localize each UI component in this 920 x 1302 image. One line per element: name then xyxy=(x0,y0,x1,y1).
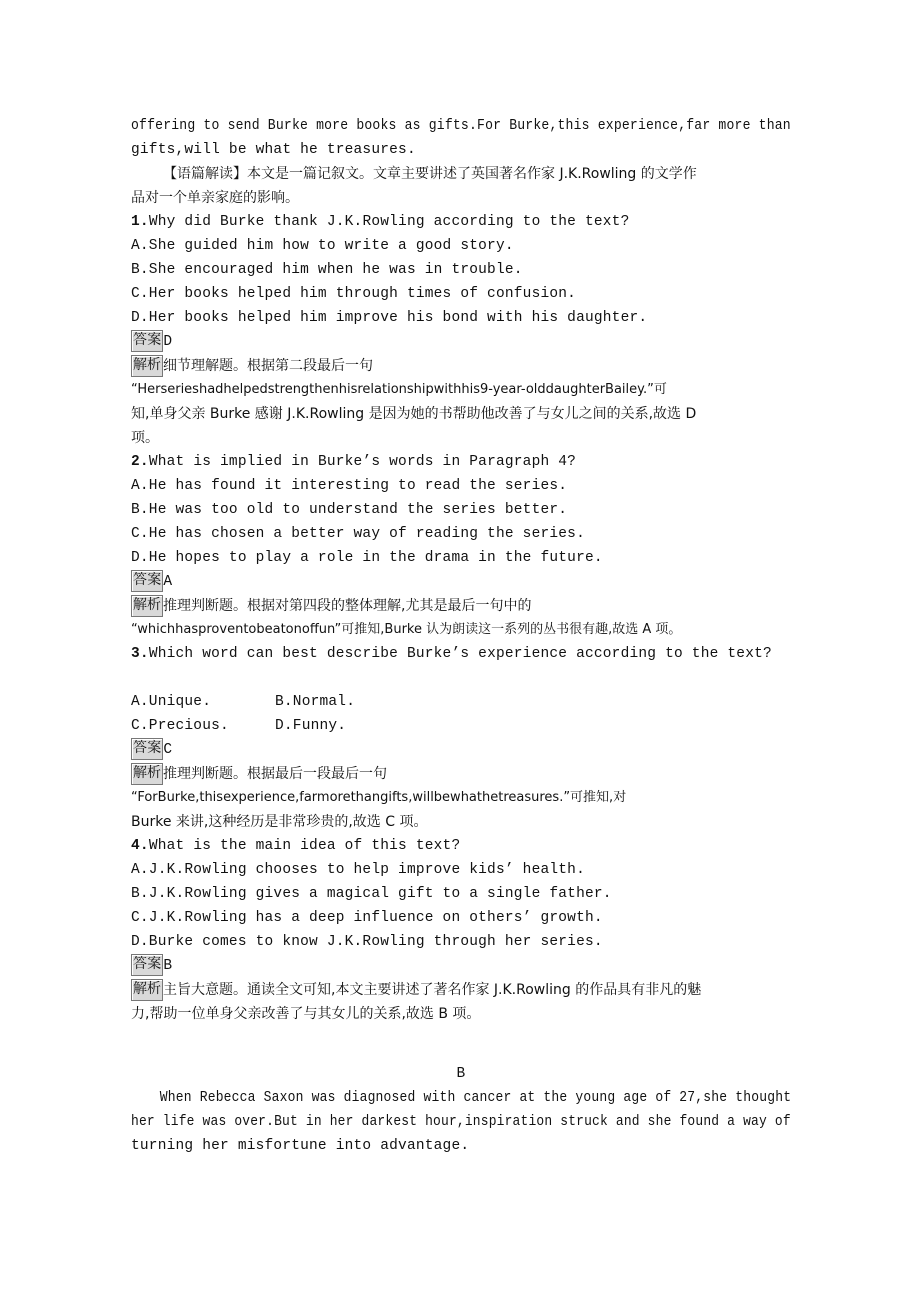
answer-row xyxy=(131,954,791,978)
answer-value: B xyxy=(163,958,173,974)
analysis-text: 知,单身父亲 Burke 感谢 J.K.Rowling 是因为她的书帮助他改善了与女儿之间的关系,故选 D xyxy=(131,406,697,422)
option: C.Her books helped him through times of confusion. xyxy=(131,286,577,302)
section-heading: B xyxy=(456,1066,466,1082)
answer-value: C xyxy=(163,742,173,758)
analysis-text: “ForBurke,thisexperience,farmorethangifts,willbewhathetreasures.”可推知,对 xyxy=(131,790,627,805)
passage-text: When Rebecca Saxon was diagnosed with cancer at the young age of 27,she thought xyxy=(159,1090,792,1106)
document-page xyxy=(131,114,791,1158)
reading-note: 【语篇解读】本文是一篇记叙文。文章主要讲述了英国著名作家 J.K.Rowling 的文学作 xyxy=(163,166,697,182)
question-stem: 1.Why did Burke thank J.K.Rowling according to the text? xyxy=(131,214,630,230)
question-stem: 3.Which word can best describe Burke’s experience according to the text? xyxy=(131,646,772,662)
option: B.She encouraged him when he was in trouble. xyxy=(131,262,523,278)
answer-label: 答案 xyxy=(131,954,163,976)
option-row xyxy=(131,714,791,738)
option-row xyxy=(131,690,791,714)
option: D.Burke comes to know J.K.Rowling through her series. xyxy=(131,934,603,950)
answer-value: D xyxy=(163,334,173,350)
analysis-row: 解析 推理判断题。根据对第四段的整体理解,尤其是最后一句中的 xyxy=(131,594,791,618)
analysis-row: 解析 细节理解题。根据第二段最后一句 xyxy=(131,354,791,378)
option: A.He has found it interesting to read the series. xyxy=(131,478,568,494)
analysis-label: 解析 xyxy=(131,355,163,377)
option: C.J.K.Rowling has a deep influence on others’ growth. xyxy=(131,910,603,926)
question-stem: 2.What is implied in Burke’s words in Paragraph 4? xyxy=(131,454,577,470)
passage-text: offering to send Burke more books as gifts.For Burke,this experience,far more than xyxy=(131,118,791,134)
option: D.Her books helped him improve his bond with his daughter. xyxy=(131,310,648,326)
answer-value: A xyxy=(163,574,173,590)
blank-line xyxy=(131,666,791,690)
analysis-row: 解析 推理判断题。根据最后一段最后一句 xyxy=(131,762,791,786)
section-gap xyxy=(131,1026,791,1062)
option: A.J.K.Rowling chooses to help improve kids’ health. xyxy=(131,862,585,878)
passage-text: her life was over.But in her darkest hour,inspiration struck and she found a way of xyxy=(131,1114,791,1130)
question-stem: 4.What is the main idea of this text? xyxy=(131,838,461,854)
answer-label: 答案 xyxy=(131,330,163,352)
option: A.She guided him how to write a good story. xyxy=(131,238,514,254)
analysis-label: 解析 xyxy=(131,979,163,1001)
option: D.Funny. xyxy=(275,718,347,734)
option: B.J.K.Rowling gives a magical gift to a single father. xyxy=(131,886,612,902)
analysis-text: “whichhasproventobeatonoffun”可推知,Burke 认为朗读这一系列的丛书很有趣,故选 A 项。 xyxy=(131,622,682,637)
analysis-label: 解析 xyxy=(131,763,163,785)
analysis-text: 项。 xyxy=(131,430,159,446)
option: B.Normal. xyxy=(275,694,356,710)
option: D.He hopes to play a role in the drama in the future. xyxy=(131,550,603,566)
option: C.He has chosen a better way of reading the series. xyxy=(131,526,585,542)
option: C.Precious. xyxy=(131,718,229,734)
passage-text: turning her misfortune into advantage. xyxy=(131,1138,470,1154)
passage-text: gifts,will be what he treasures. xyxy=(131,142,416,158)
answer-row xyxy=(131,738,791,762)
option: B.He was too old to understand the series better. xyxy=(131,502,568,518)
reading-note: 品对一个单亲家庭的影响。 xyxy=(131,190,299,206)
answer-label: 答案 xyxy=(131,570,163,592)
analysis-text: Burke 来讲,这种经历是非常珍贵的,故选 C 项。 xyxy=(131,814,428,830)
answer-row xyxy=(131,570,791,594)
analysis-label: 解析 xyxy=(131,595,163,617)
analysis-row: 解析 主旨大意题。通读全文可知,本文主要讲述了著名作家 J.K.Rowling 的作品具有非凡的魅 xyxy=(131,978,791,1002)
answer-label: 答案 xyxy=(131,738,163,760)
analysis-text: “Herserieshadhelpedstrengthenhisrelationshipwithhis9-year-olddaughterBailey.”可 xyxy=(131,382,667,397)
answer-row xyxy=(131,330,791,354)
option: A.Unique. xyxy=(131,694,212,710)
analysis-text: 力,帮助一位单身父亲改善了与其女儿的关系,故选 B 项。 xyxy=(131,1006,481,1022)
